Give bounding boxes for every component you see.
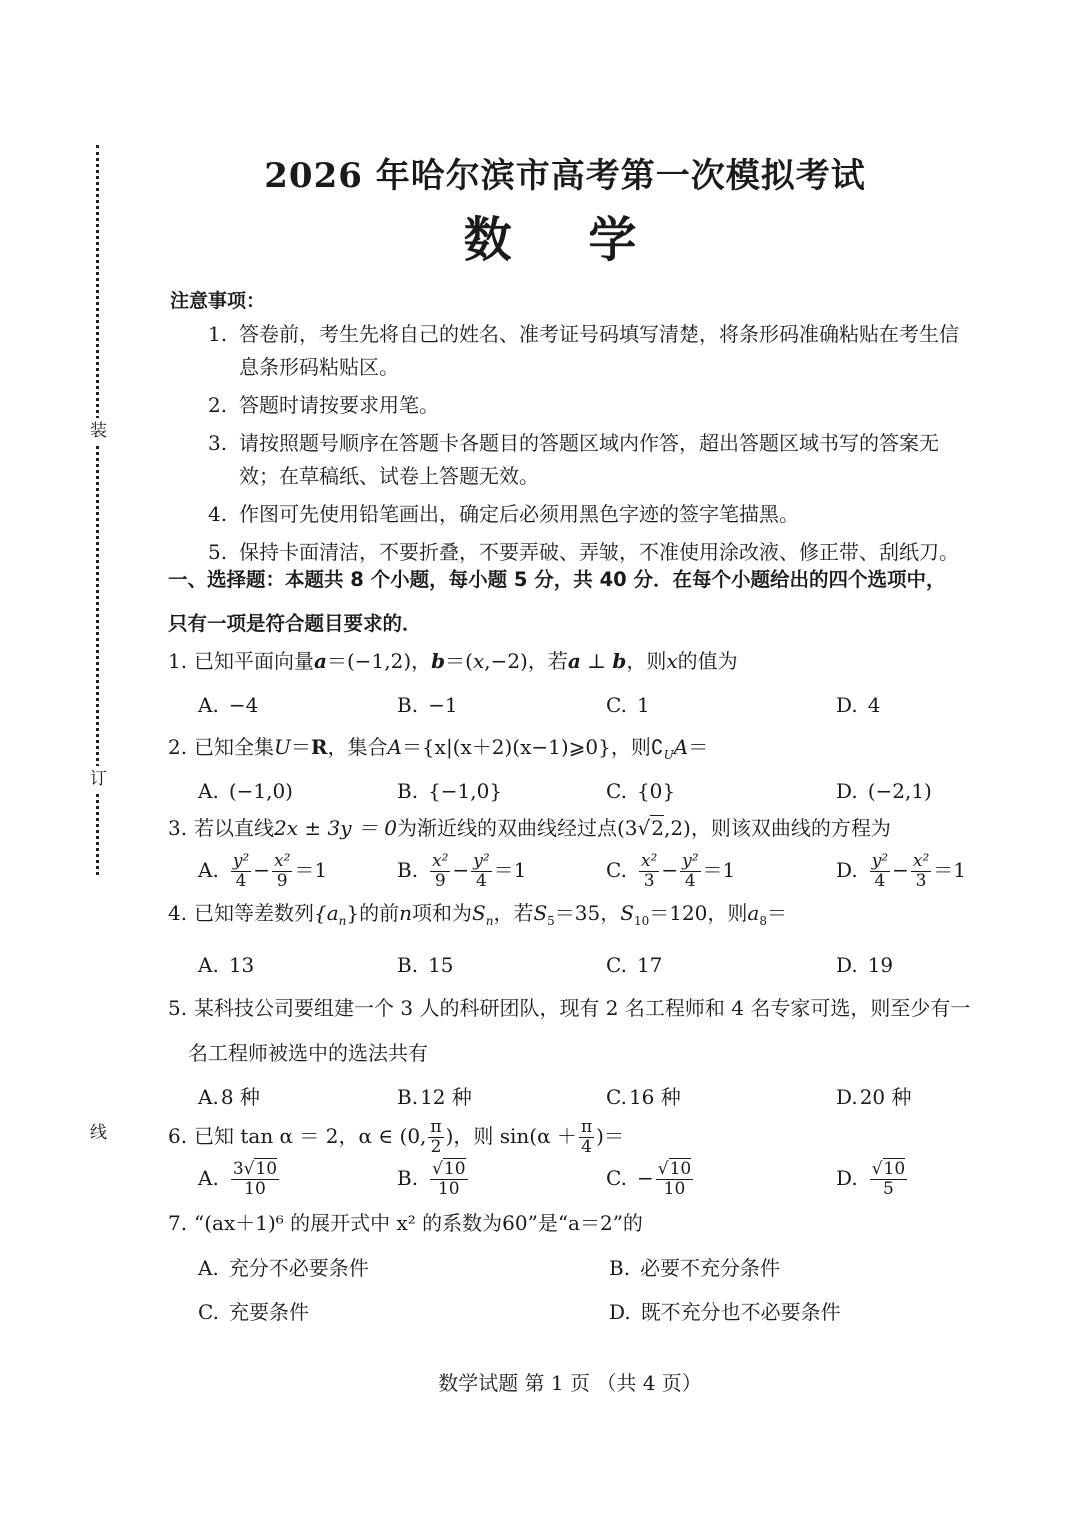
question-text: 已知平面向量 bbox=[194, 649, 314, 673]
option-c[interactable] bbox=[198, 1297, 309, 1327]
option-c[interactable]: C. $\frac{\text{x²}}{3}$ − $\frac{\text{y²}}{4}$ ＝1 bbox=[606, 851, 736, 891]
notice-number: 1. bbox=[208, 322, 228, 346]
option-label: B. bbox=[397, 1085, 419, 1109]
set-definition: ＝{x|(x＋2)(x−1)⩾0} bbox=[401, 735, 611, 759]
denominator: 3 bbox=[643, 871, 655, 891]
option-text: ＝1 bbox=[702, 858, 736, 882]
section-heading-line2: 只有一项是符合题目要求的． bbox=[168, 612, 422, 635]
numerator: √10 bbox=[432, 1159, 466, 1179]
option-text: 12 种 bbox=[420, 1085, 472, 1109]
notice-text: 请按照题号顺序在答题卡各题目的答题区域内作答，超出答题区域书写的答案无效；在草稿纸、试卷上答题无效。 bbox=[239, 431, 939, 488]
question-text: 的前 bbox=[359, 901, 400, 925]
option-label: D. bbox=[609, 1300, 631, 1324]
denominator: 4 bbox=[476, 871, 487, 891]
question-5-line2: 名工程师被选中的选法共有 bbox=[188, 1041, 428, 1065]
notice-item bbox=[208, 427, 978, 493]
option-text: −4 bbox=[228, 693, 259, 717]
option-d[interactable] bbox=[836, 950, 893, 980]
option-label: D. bbox=[836, 858, 858, 882]
question-number: 6. bbox=[168, 1124, 188, 1148]
denominator: 10 bbox=[437, 1179, 460, 1199]
fraction bbox=[430, 1160, 467, 1199]
option-d[interactable] bbox=[836, 1082, 912, 1112]
question-text: ，则 bbox=[610, 735, 651, 759]
question-text: ＝35， bbox=[554, 901, 621, 925]
option-label: A. bbox=[198, 1256, 219, 1280]
option-label: A. bbox=[198, 953, 219, 977]
option-label: D. bbox=[836, 779, 858, 803]
option-c[interactable] bbox=[606, 690, 650, 720]
denominator: 2 bbox=[430, 1137, 442, 1157]
notice-text: 保持卡面清洁，不要折叠，不要弄破、弄皱，不准使用涂改液、修正带、刮纸刀。 bbox=[239, 540, 959, 564]
denominator: 9 bbox=[434, 871, 446, 891]
notice-item bbox=[208, 318, 978, 384]
option-label: A. bbox=[198, 693, 219, 717]
option-label: B. bbox=[609, 1256, 631, 1280]
option-text: ＝1 bbox=[294, 858, 328, 882]
option-text: −1 bbox=[428, 693, 458, 717]
question-number: 4. bbox=[168, 901, 188, 925]
option-label: D. bbox=[836, 1166, 858, 1190]
fraction bbox=[471, 852, 491, 891]
question-number: 7. bbox=[168, 1211, 188, 1235]
radicand: 10 bbox=[883, 1159, 906, 1179]
option-d[interactable] bbox=[836, 776, 932, 806]
fraction bbox=[272, 852, 292, 891]
numerator: √10 bbox=[871, 1159, 906, 1179]
variable-u: U bbox=[274, 735, 291, 759]
question-2 bbox=[168, 732, 708, 770]
subscript: 5 bbox=[547, 914, 555, 928]
question-number: 2. bbox=[168, 735, 188, 759]
option-b[interactable]: B. $\frac{\text{x²}}{9}$ − $\frac{\text{y²}}{4}$ ＝1 bbox=[397, 851, 527, 891]
option-text: ＝1 bbox=[933, 858, 967, 882]
numerator: y² bbox=[232, 851, 250, 871]
question-text: ＝( bbox=[445, 649, 473, 673]
denominator: 4 bbox=[581, 1137, 592, 1157]
question-7 bbox=[168, 1208, 643, 1238]
option-a[interactable] bbox=[198, 1160, 281, 1199]
variable-x: x bbox=[472, 649, 485, 673]
question-text: ＝ bbox=[767, 901, 787, 925]
question-1 bbox=[168, 646, 738, 676]
question-text: 已知 tan α ＝ 2，α ∈ (0, bbox=[194, 1124, 427, 1148]
option-text: ＝1 bbox=[493, 858, 527, 882]
question-text: )，则 sin(α ＋ bbox=[445, 1124, 577, 1148]
question-text: 若以直线 bbox=[194, 816, 274, 840]
subject-title: 数 学 bbox=[463, 212, 667, 268]
numerator: y² bbox=[473, 851, 490, 871]
denominator: 9 bbox=[276, 871, 288, 891]
question-number: 5. bbox=[168, 996, 188, 1020]
binding-char-zhuang: 装 bbox=[90, 418, 106, 444]
subscript: 8 bbox=[759, 914, 767, 928]
option-label: C. bbox=[606, 779, 627, 803]
option-label: C. bbox=[606, 1085, 627, 1109]
numerator: y² bbox=[682, 851, 699, 871]
point-radicand: 2 bbox=[651, 816, 664, 840]
option-b[interactable] bbox=[609, 1253, 780, 1283]
option-label: C. bbox=[606, 693, 627, 717]
option-text: {−1,0} bbox=[428, 779, 503, 803]
question-number: 1. bbox=[168, 649, 188, 673]
fraction bbox=[579, 1118, 594, 1157]
notice-number: 4. bbox=[208, 502, 228, 526]
radicand: 10 bbox=[255, 1159, 278, 1179]
variable-n: n bbox=[399, 901, 413, 925]
notice-list bbox=[208, 318, 978, 569]
variable-s: S bbox=[533, 901, 548, 925]
option-a[interactable] bbox=[198, 1253, 369, 1283]
denominator: 4 bbox=[874, 871, 886, 891]
vector-b: b bbox=[431, 649, 446, 673]
notice-heading: 注意事项： bbox=[170, 290, 266, 312]
option-text: 充要条件 bbox=[228, 1300, 309, 1324]
fraction bbox=[911, 852, 931, 891]
fraction bbox=[428, 1118, 443, 1157]
option-label: C. bbox=[606, 858, 627, 882]
numerator: π bbox=[430, 1117, 442, 1137]
denominator: 10 bbox=[663, 1179, 686, 1199]
option-text: 4 bbox=[867, 693, 881, 717]
question-text: 某科技公司要组建一个 3 人的科研团队，现有 2 名工程师和 4 名专家可选，则至少有一 bbox=[194, 996, 971, 1020]
page-footer: 数学试题 第 1 页 （共 4 页） bbox=[438, 1371, 702, 1395]
vector-b: b bbox=[612, 649, 627, 673]
point-text: ,2) bbox=[663, 816, 691, 840]
option-a[interactable] bbox=[198, 776, 293, 806]
question-3: 3. 若以直线2x ± 3y ＝ 0为渐近线的双曲线经过点(3√2,2)，则该双曲线的方程为 bbox=[168, 813, 891, 843]
option-text: {0} bbox=[636, 779, 676, 803]
numerator: π bbox=[580, 1117, 593, 1137]
option-label: A. bbox=[198, 858, 219, 882]
option-b[interactable] bbox=[397, 950, 454, 980]
numerator: y² bbox=[871, 851, 889, 871]
variable-a: A bbox=[673, 735, 689, 759]
question-text: ，则 bbox=[626, 649, 667, 673]
numerator: x² bbox=[432, 851, 449, 871]
section-heading-line1: 一、选择题：本题共 8 个小题，每小题 5 分，共 40 分．在每个小题给出的四个选项中， bbox=[168, 568, 946, 591]
subscript: 10 bbox=[633, 914, 650, 928]
question-text: 为渐近线的双曲线经过点 bbox=[396, 816, 617, 840]
question-text: ,−2)，若 bbox=[484, 649, 568, 673]
notice-number: 2. bbox=[208, 393, 228, 417]
denominator: 4 bbox=[235, 871, 247, 891]
option-label: B. bbox=[397, 693, 419, 717]
question-text: ，若 bbox=[493, 901, 534, 925]
question-text: 已知等差数列 bbox=[194, 901, 314, 925]
option-b[interactable] bbox=[397, 1082, 472, 1112]
numerator: 3√10 bbox=[232, 1159, 278, 1179]
coefficient: 3 bbox=[232, 1159, 244, 1179]
option-d[interactable] bbox=[609, 1297, 841, 1327]
option-text: 既不充分也不必要条件 bbox=[640, 1300, 841, 1324]
option-a[interactable] bbox=[198, 1082, 260, 1112]
option-label: C. bbox=[606, 953, 627, 977]
notice-number: 3. bbox=[208, 431, 228, 455]
option-d[interactable] bbox=[836, 690, 880, 720]
question-text: } bbox=[346, 901, 360, 925]
option-text: 13 bbox=[228, 953, 255, 977]
option-a[interactable] bbox=[198, 950, 254, 980]
denominator: 4 bbox=[684, 871, 696, 891]
option-c[interactable] bbox=[606, 950, 662, 980]
denominator: 3 bbox=[915, 871, 927, 891]
option-text: 充分不必要条件 bbox=[228, 1256, 369, 1280]
question-text: ，集合 bbox=[327, 735, 388, 759]
radicand: 10 bbox=[443, 1159, 466, 1179]
option-c[interactable] bbox=[606, 776, 675, 806]
question-text: ＝ bbox=[688, 735, 709, 759]
fraction bbox=[870, 852, 890, 891]
asymptote-equation: 2x ± 3y ＝ 0 bbox=[274, 816, 397, 840]
subscript: n bbox=[338, 914, 347, 928]
numerator: √10 bbox=[657, 1159, 692, 1179]
option-label: A. bbox=[198, 1085, 219, 1109]
section-heading bbox=[168, 558, 988, 646]
perp-symbol: ⊥ bbox=[580, 649, 613, 673]
reals-symbol: R bbox=[310, 735, 328, 759]
denominator: 10 bbox=[244, 1179, 266, 1199]
denominator: 5 bbox=[883, 1179, 894, 1199]
numerator: x² bbox=[912, 851, 930, 871]
option-d[interactable] bbox=[836, 1160, 909, 1199]
point-text: (3 bbox=[616, 816, 638, 840]
question-text: ＝(−1,2)， bbox=[326, 649, 432, 673]
question-text: 项和为 bbox=[412, 901, 473, 925]
variable-x: x bbox=[666, 649, 678, 673]
notice-text: 答卷前，考生先将自己的姓名、准考证号码填写清楚，将条形码准确粘贴在考生信息条形码粘贴区。 bbox=[239, 322, 959, 379]
option-c[interactable] bbox=[606, 1160, 695, 1199]
option-a[interactable] bbox=[198, 690, 258, 720]
option-b[interactable] bbox=[397, 690, 458, 720]
option-text: 1 bbox=[636, 693, 650, 717]
question-text: ，则该双曲线的方程为 bbox=[690, 816, 891, 840]
variable-s: S bbox=[472, 901, 486, 925]
variable-a: a bbox=[747, 901, 760, 925]
option-label: B. bbox=[397, 779, 419, 803]
option-label: A. bbox=[198, 779, 219, 803]
option-d[interactable]: D. $\frac{\text{y²}}{4}$ − $\frac{\text{x²}}{3}$ ＝1 bbox=[836, 851, 967, 891]
fraction bbox=[656, 1160, 693, 1199]
option-label: C. bbox=[198, 1300, 219, 1324]
vector-a: a bbox=[314, 649, 327, 673]
question-text: )＝ bbox=[596, 1124, 624, 1148]
question-text: 的值为 bbox=[677, 649, 738, 673]
variable-a: A bbox=[387, 735, 402, 759]
question-6 bbox=[168, 1118, 624, 1157]
option-label: D. bbox=[836, 693, 858, 717]
question-text: “(ax＋1)⁶ 的展开式中 x² 的系数为60”是“a＝2”的 bbox=[194, 1211, 643, 1235]
fraction bbox=[231, 1160, 279, 1199]
fraction bbox=[639, 852, 659, 891]
question-text: ＝120，则 bbox=[649, 901, 748, 925]
option-c[interactable] bbox=[606, 1082, 681, 1112]
option-label: D. bbox=[836, 1085, 858, 1109]
notice-number: 5. bbox=[208, 540, 228, 564]
notice-text: 作图可先使用铅笔画出，确定后必须用黑色字迹的签字笔描黑。 bbox=[239, 502, 799, 526]
fraction bbox=[680, 852, 700, 891]
option-text: 必要不充分条件 bbox=[640, 1256, 781, 1280]
option-label: C. bbox=[606, 1166, 627, 1190]
fraction bbox=[870, 1160, 907, 1199]
option-text: 16 种 bbox=[628, 1085, 681, 1109]
option-text: 20 种 bbox=[859, 1085, 912, 1109]
question-text: 已知全集 bbox=[194, 735, 274, 759]
option-text: 17 bbox=[636, 953, 663, 977]
option-b[interactable] bbox=[397, 1160, 470, 1199]
vector-a: a bbox=[567, 649, 581, 673]
binding-char-xian: 线 bbox=[90, 1120, 106, 1146]
option-text: 19 bbox=[867, 953, 894, 977]
option-label: D. bbox=[836, 953, 858, 977]
option-label: A. bbox=[198, 1166, 219, 1190]
option-text: (−2,1) bbox=[867, 779, 932, 803]
question-text: ＝ bbox=[290, 735, 311, 759]
notice-text: 答题时请按要求用笔。 bbox=[239, 393, 439, 417]
option-text: (−1,0) bbox=[228, 779, 293, 803]
option-label: B. bbox=[397, 953, 419, 977]
complement-subscript: U bbox=[663, 748, 674, 762]
fraction bbox=[430, 852, 450, 891]
notice-item bbox=[208, 389, 978, 422]
complement-symbol: ∁ bbox=[650, 735, 664, 759]
radicand: 10 bbox=[669, 1159, 692, 1179]
option-label: B. bbox=[397, 858, 419, 882]
numerator: x² bbox=[274, 851, 291, 871]
exam-title: 2026 年哈尔滨市高考第一次模拟考试 bbox=[264, 156, 866, 196]
subscript: n bbox=[485, 914, 494, 928]
question-5 bbox=[168, 993, 970, 1023]
numerator: x² bbox=[640, 851, 658, 871]
option-text: 15 bbox=[428, 953, 454, 977]
sign: − bbox=[636, 1166, 654, 1190]
fraction bbox=[231, 852, 251, 891]
option-b[interactable] bbox=[397, 776, 502, 806]
option-a[interactable]: A. $\frac{\text{y²}}{4}$ − $\frac{\text{x²}}{9}$ ＝1 bbox=[198, 851, 328, 891]
sequence-symbol: {a bbox=[314, 901, 339, 925]
option-text: 8 种 bbox=[220, 1085, 260, 1109]
question-4 bbox=[168, 898, 787, 936]
binding-char-ding: 订 bbox=[90, 766, 106, 792]
notice-item bbox=[208, 498, 978, 531]
variable-s: S bbox=[620, 901, 634, 925]
question-number: 3. bbox=[168, 816, 188, 840]
option-label: B. bbox=[397, 1166, 419, 1190]
